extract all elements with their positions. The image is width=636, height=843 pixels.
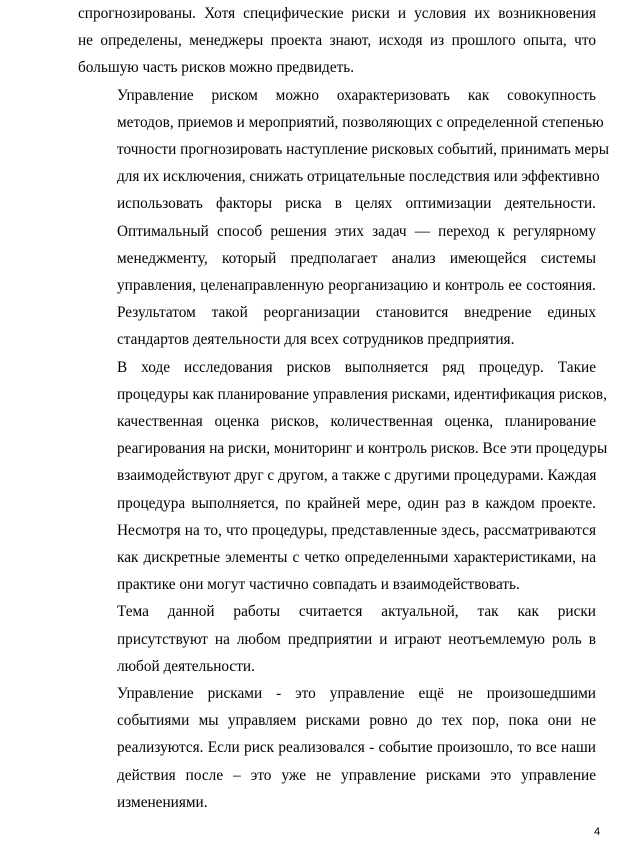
page-number: 4 <box>594 826 601 838</box>
text-line: реагирования на риски, мониторинг и контроль рисков. Все эти процедуры <box>117 440 608 458</box>
text-line: взаимодействуют друг с другом, а также с другими процедурами. Каждая <box>117 467 597 485</box>
text-line: большую часть рисков можно предвидеть. <box>78 59 355 77</box>
text-line: стандартов деятельности для всех сотрудников предприятия. <box>117 331 515 349</box>
text-line: практике они могут частично совпадать и взаимодействовать. <box>117 576 520 594</box>
text-line: для их исключения, снижать отрицательные последствия или эффективно <box>117 168 600 186</box>
document-body <box>78 0 609 816</box>
text-line: реализуются. Если риск реализовался - событие произошло, то все наши <box>117 739 596 757</box>
text-line: использовать факторы риска в целях оптимизации деятельности. <box>117 195 596 213</box>
text-line: спрогнозированы. Хотя специфические риски и условия их возникновения <box>78 5 596 22</box>
text-line: как дискретные элементы с четко определенными характеристиками, на <box>117 549 596 567</box>
text-line: не определены, менеджеры проекта знают, исходя из прошлого опыта, что <box>78 32 596 50</box>
text-line: качественная оценка рисков, количественная оценка, планирование <box>117 413 596 431</box>
text-line: Тема данной работы считается актуальной, так как риски <box>117 603 596 621</box>
paragraph <box>78 82 609 354</box>
text-line: В ходе исследования рисков выполняется ряд процедур. Такие <box>117 358 596 376</box>
paragraph <box>78 680 596 816</box>
text-line: присутствуют на любом предприятии и играют неотъемлемую роль в <box>117 630 596 648</box>
text-line: процедуры как планирование управления рисками, идентификация рисков, <box>117 385 607 403</box>
text-line: управления, целенаправленную реорганизацию и контроль ее состояния. <box>117 277 596 295</box>
text-line: Управление рисками - это управление ещё не произошедшими <box>117 685 596 703</box>
paragraph <box>78 354 608 599</box>
text-line: Несмотря на то, что процедуры, представленные здесь, рассматриваются <box>117 521 596 539</box>
text-line: событиями мы управляем рисками ровно до тех пор, пока они не <box>117 712 596 730</box>
text-line: процедура выполняется, по крайней мере, один раз в каждом проекте. <box>117 494 596 512</box>
paragraph <box>78 0 596 82</box>
text-line: методов, приемов и мероприятий, позволяющих с определенной степенью <box>117 113 604 131</box>
document-page <box>78 0 609 816</box>
text-line: Результатом такой реорганизации становится внедрение единых <box>117 304 596 322</box>
text-line: точности прогнозировать наступление рисковых событий, принимать меры <box>117 141 609 159</box>
text-line: Оптимальный способ решения этих задач — переход к регулярному <box>117 222 596 240</box>
text-line: изменениями. <box>117 793 208 811</box>
paragraph <box>78 598 596 680</box>
text-line: Управление риском можно охарактеризовать как совокупность <box>117 86 596 104</box>
text-line: менеджменту, который предполагает анализ имеющейся системы <box>117 249 596 267</box>
text-line: любой деятельности. <box>117 657 255 675</box>
text-line: действия после – это уже не управление рисками это управление <box>117 766 596 784</box>
